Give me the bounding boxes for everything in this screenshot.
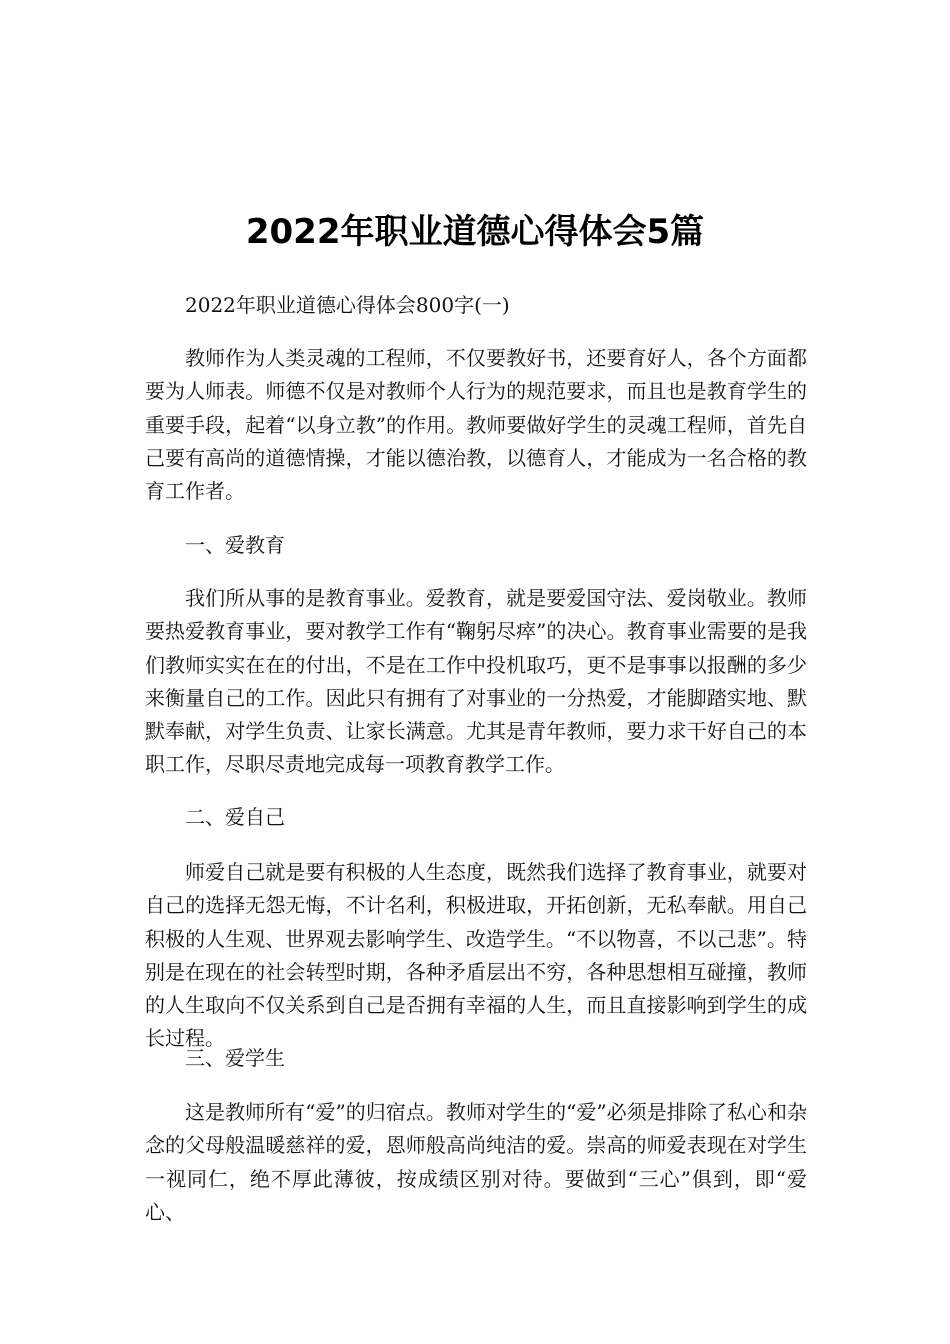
intro-paragraph: 教师作为人类灵魂的工程师，不仅要教好书，还要育好人，各个方面都要为人师表。师德不仅是对教师个人行为的规范要求，而且也是教育学生的重要手段，起着“以身立教”的作用。教师要做好学生的灵魂工程师，首先自己要有高尚的道德情操，才能以德治教，以德育人，才能成为一名合格的教育工作者。 (145, 346, 807, 504)
section-heading-love-students: 三、爱学生 (185, 1046, 285, 1070)
article-subtitle: 2022年职业道德心得体会800字(一) (185, 293, 510, 317)
section-paragraph-love-students: 这是教师所有“爱”的归宿点。教师对学生的“爱”必须是排除了私心和杂念的父母般温暖慈祥的爱，恩师般高尚纯洁的爱。崇高的师爱表现在对学生一视同仁，绝不厚此薄彼，按成绩区别对待。要做到“三心”俱到，即“爱心、 (145, 1100, 807, 1224)
section-heading-love-self: 二、爱自己 (185, 805, 285, 829)
section-paragraph-love-self: 师爱自己就是要有积极的人生态度，既然我们选择了教育事业，就要对自己的选择无怨无悔，不计名利，积极进取，开拓创新，无私奉献。用自己积极的人生观、世界观去影响学生、改造学生。“不以物喜，不以己悲”。特别是在现在的社会转型时期，各种矛盾层出不穷，各种思想相互碰撞，教师的人生取向不仅关系到自己是否拥有幸福的人生，而且直接影响到学生的成长过程。 (145, 860, 807, 1051)
section-paragraph-love-education: 我们所从事的是教育事业。爱教育，就是要爱国守法、爱岗敬业。教师要热爱教育事业，要对教学工作有“鞠躬尽瘁”的决心。教育事业需要的是我们教师实实在在的付出，不是在工作中投机取巧，更不是事事以报酬的多少来衡量自己的工作。因此只有拥有了对事业的一分热爱，才能脚踏实地、默默奉献，对学生负责、让家长满意。尤其是青年教师，要力求干好自己的本职工作，尽职尽责地完成每一项教育教学工作。 (145, 586, 807, 777)
section-heading-love-education: 一、爱教育 (185, 533, 285, 557)
document-title: 2022年职业道德心得体会5篇 (245, 212, 705, 252)
